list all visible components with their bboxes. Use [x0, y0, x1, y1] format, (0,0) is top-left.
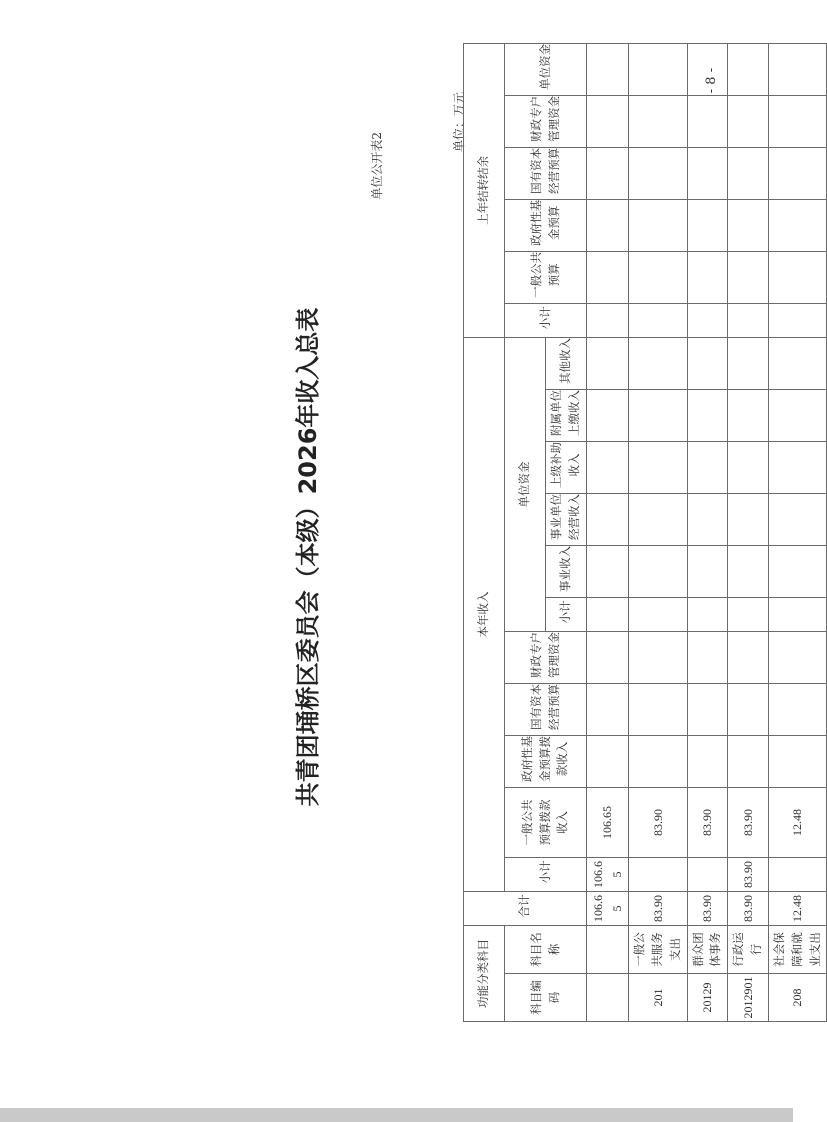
table-row [587, 43, 629, 1021]
row-general-public: 106.65 [587, 788, 629, 858]
header-operating-income: 事业单位经营收入 [546, 494, 587, 546]
header-c-subtotal: 小计 [505, 303, 587, 337]
row-code [587, 974, 629, 1022]
header-general-public: 一般公共预算拨款收入 [505, 788, 587, 858]
table-row [629, 43, 687, 1021]
row-total: 106.65 [587, 892, 629, 926]
row-code: 20129 [687, 974, 728, 1022]
row-code: 2012901 [728, 974, 769, 1022]
row-code: 208 [768, 974, 826, 1022]
row-general-public: 83.90 [687, 788, 728, 858]
header-other-income: 其他收入 [546, 337, 587, 389]
header-c-state-capital: 国有资本经营预算 [505, 147, 587, 199]
header-total: 合计 [464, 892, 587, 926]
document-sheet [280, 43, 822, 1022]
header-gov-fund: 政府性基金预算拨款收入 [505, 736, 587, 788]
row-subtotal: 106.65 [587, 858, 629, 892]
row-general-public: 12.48 [768, 788, 826, 858]
row-total: 12.48 [768, 892, 826, 926]
header-unit-funds: 单位资金 [505, 337, 546, 631]
row-subtotal [687, 858, 728, 892]
header-c-gov-fund: 政府性基金预算 [505, 199, 587, 251]
table-row [728, 43, 769, 1021]
row-subtotal: 83.90 [728, 858, 769, 892]
table-row [768, 43, 826, 1021]
header-c-unit-funds: 单位资金 [505, 43, 587, 95]
header-c-fiscal-special: 财政专户管理资金 [505, 95, 587, 147]
header-unit-subtotal: 小计 [546, 598, 587, 632]
page-number: - 8 - [704, 68, 719, 94]
header-func-class: 功能分类科目 [464, 926, 505, 1022]
header-c-general-public: 一般公共预算 [505, 251, 587, 303]
row-name: 群众团体事务 [687, 926, 728, 974]
page-title: 共青团埇桥区委员会（本级）2026年收入总表 [294, 307, 322, 807]
row-code: 201 [629, 974, 687, 1022]
form-number: 单位公开表2 [370, 132, 384, 200]
table-row [687, 43, 728, 1021]
header-subtotal: 小计 [505, 858, 587, 892]
income-summary-table [463, 43, 827, 1022]
header-current-year: 本年收入 [464, 337, 505, 891]
row-general-public: 83.90 [629, 788, 687, 858]
header-carryover: 上年结转结余 [464, 43, 505, 337]
header-affiliated-remit: 附属单位上缴收入 [546, 390, 587, 442]
row-general-public: 83.90 [728, 788, 769, 858]
header-name: 科目名称 [505, 926, 587, 974]
row-name [587, 926, 629, 974]
header-code: 科目编码 [505, 974, 587, 1022]
scan-edge [0, 1108, 793, 1122]
row-total: 83.90 [629, 892, 687, 926]
row-name: 行政运行 [728, 926, 769, 974]
header-superior-subsidy: 上级补助收入 [546, 442, 587, 494]
row-name: 社会保障和就业支出 [768, 926, 826, 974]
row-name: 一般公共服务支出 [629, 926, 687, 974]
row-total: 83.90 [687, 892, 728, 926]
header-business-income: 事业收入 [546, 546, 587, 598]
row-subtotal [768, 858, 826, 892]
unit-label: 单位：万元 [452, 92, 466, 153]
header-state-capital: 国有资本经营预算 [505, 684, 587, 736]
row-total: 83.90 [728, 892, 769, 926]
row-subtotal [629, 858, 687, 892]
header-fiscal-special: 财政专户管理资金 [505, 632, 587, 684]
